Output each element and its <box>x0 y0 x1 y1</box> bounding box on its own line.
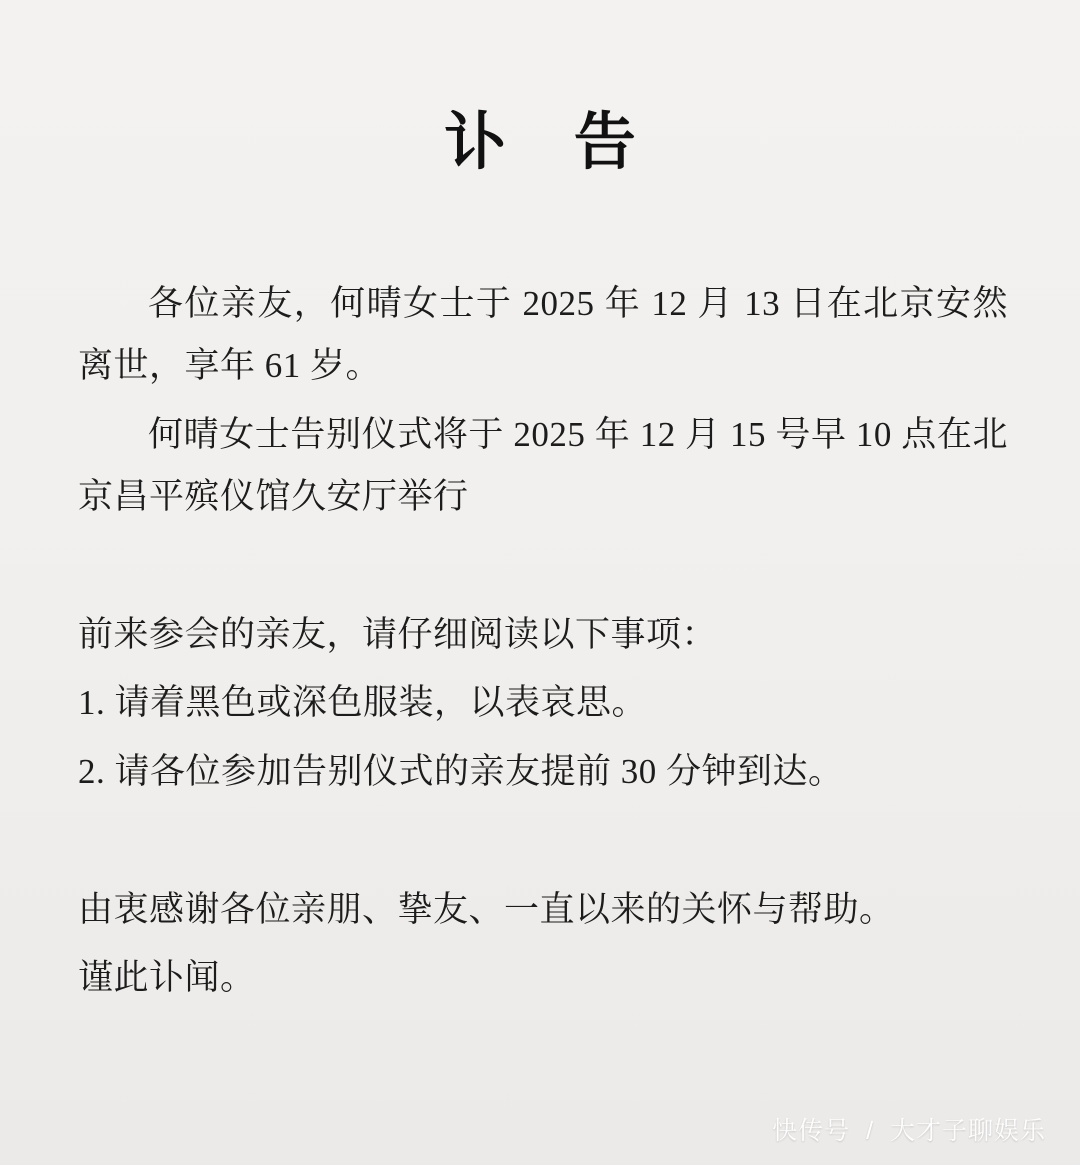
closing-thanks: 由衷感谢各位亲朋、挚友、一直以来的关怀与帮助。 <box>78 890 895 930</box>
notes-heading: 前来参会的亲友，请仔细阅读以下事项： <box>78 615 718 655</box>
list-item: 1. 请着黑色或深色服装，以表哀思。 <box>78 683 648 723</box>
list-item: 2. 请各位参加告别仪式的亲友提前 30 分钟到达。 <box>78 751 844 791</box>
closing-signoff: 谨此讣闻。 <box>78 958 256 998</box>
section-divider <box>78 809 1008 879</box>
page-title: 讣 告 <box>444 109 662 177</box>
paragraph-ceremony-details: 何晴女士告别仪式将于 2025 年 12 月 15 号早 10 点在北京昌平殡仪馆久安厅举行 <box>78 414 1008 516</box>
document-body <box>0 273 1080 1010</box>
section-divider <box>78 534 1008 604</box>
watermark-account: 大才子聊娱乐 <box>889 1117 1046 1145</box>
paragraph-death-announcement: 各位亲友，何晴女士于 2025 年 12 月 13 日在北京安然离世，享年 61 岁。 <box>78 284 1008 386</box>
watermark <box>772 1111 1046 1147</box>
watermark-platform: 快传号 <box>772 1117 851 1145</box>
watermark-separator: / <box>866 1117 875 1145</box>
